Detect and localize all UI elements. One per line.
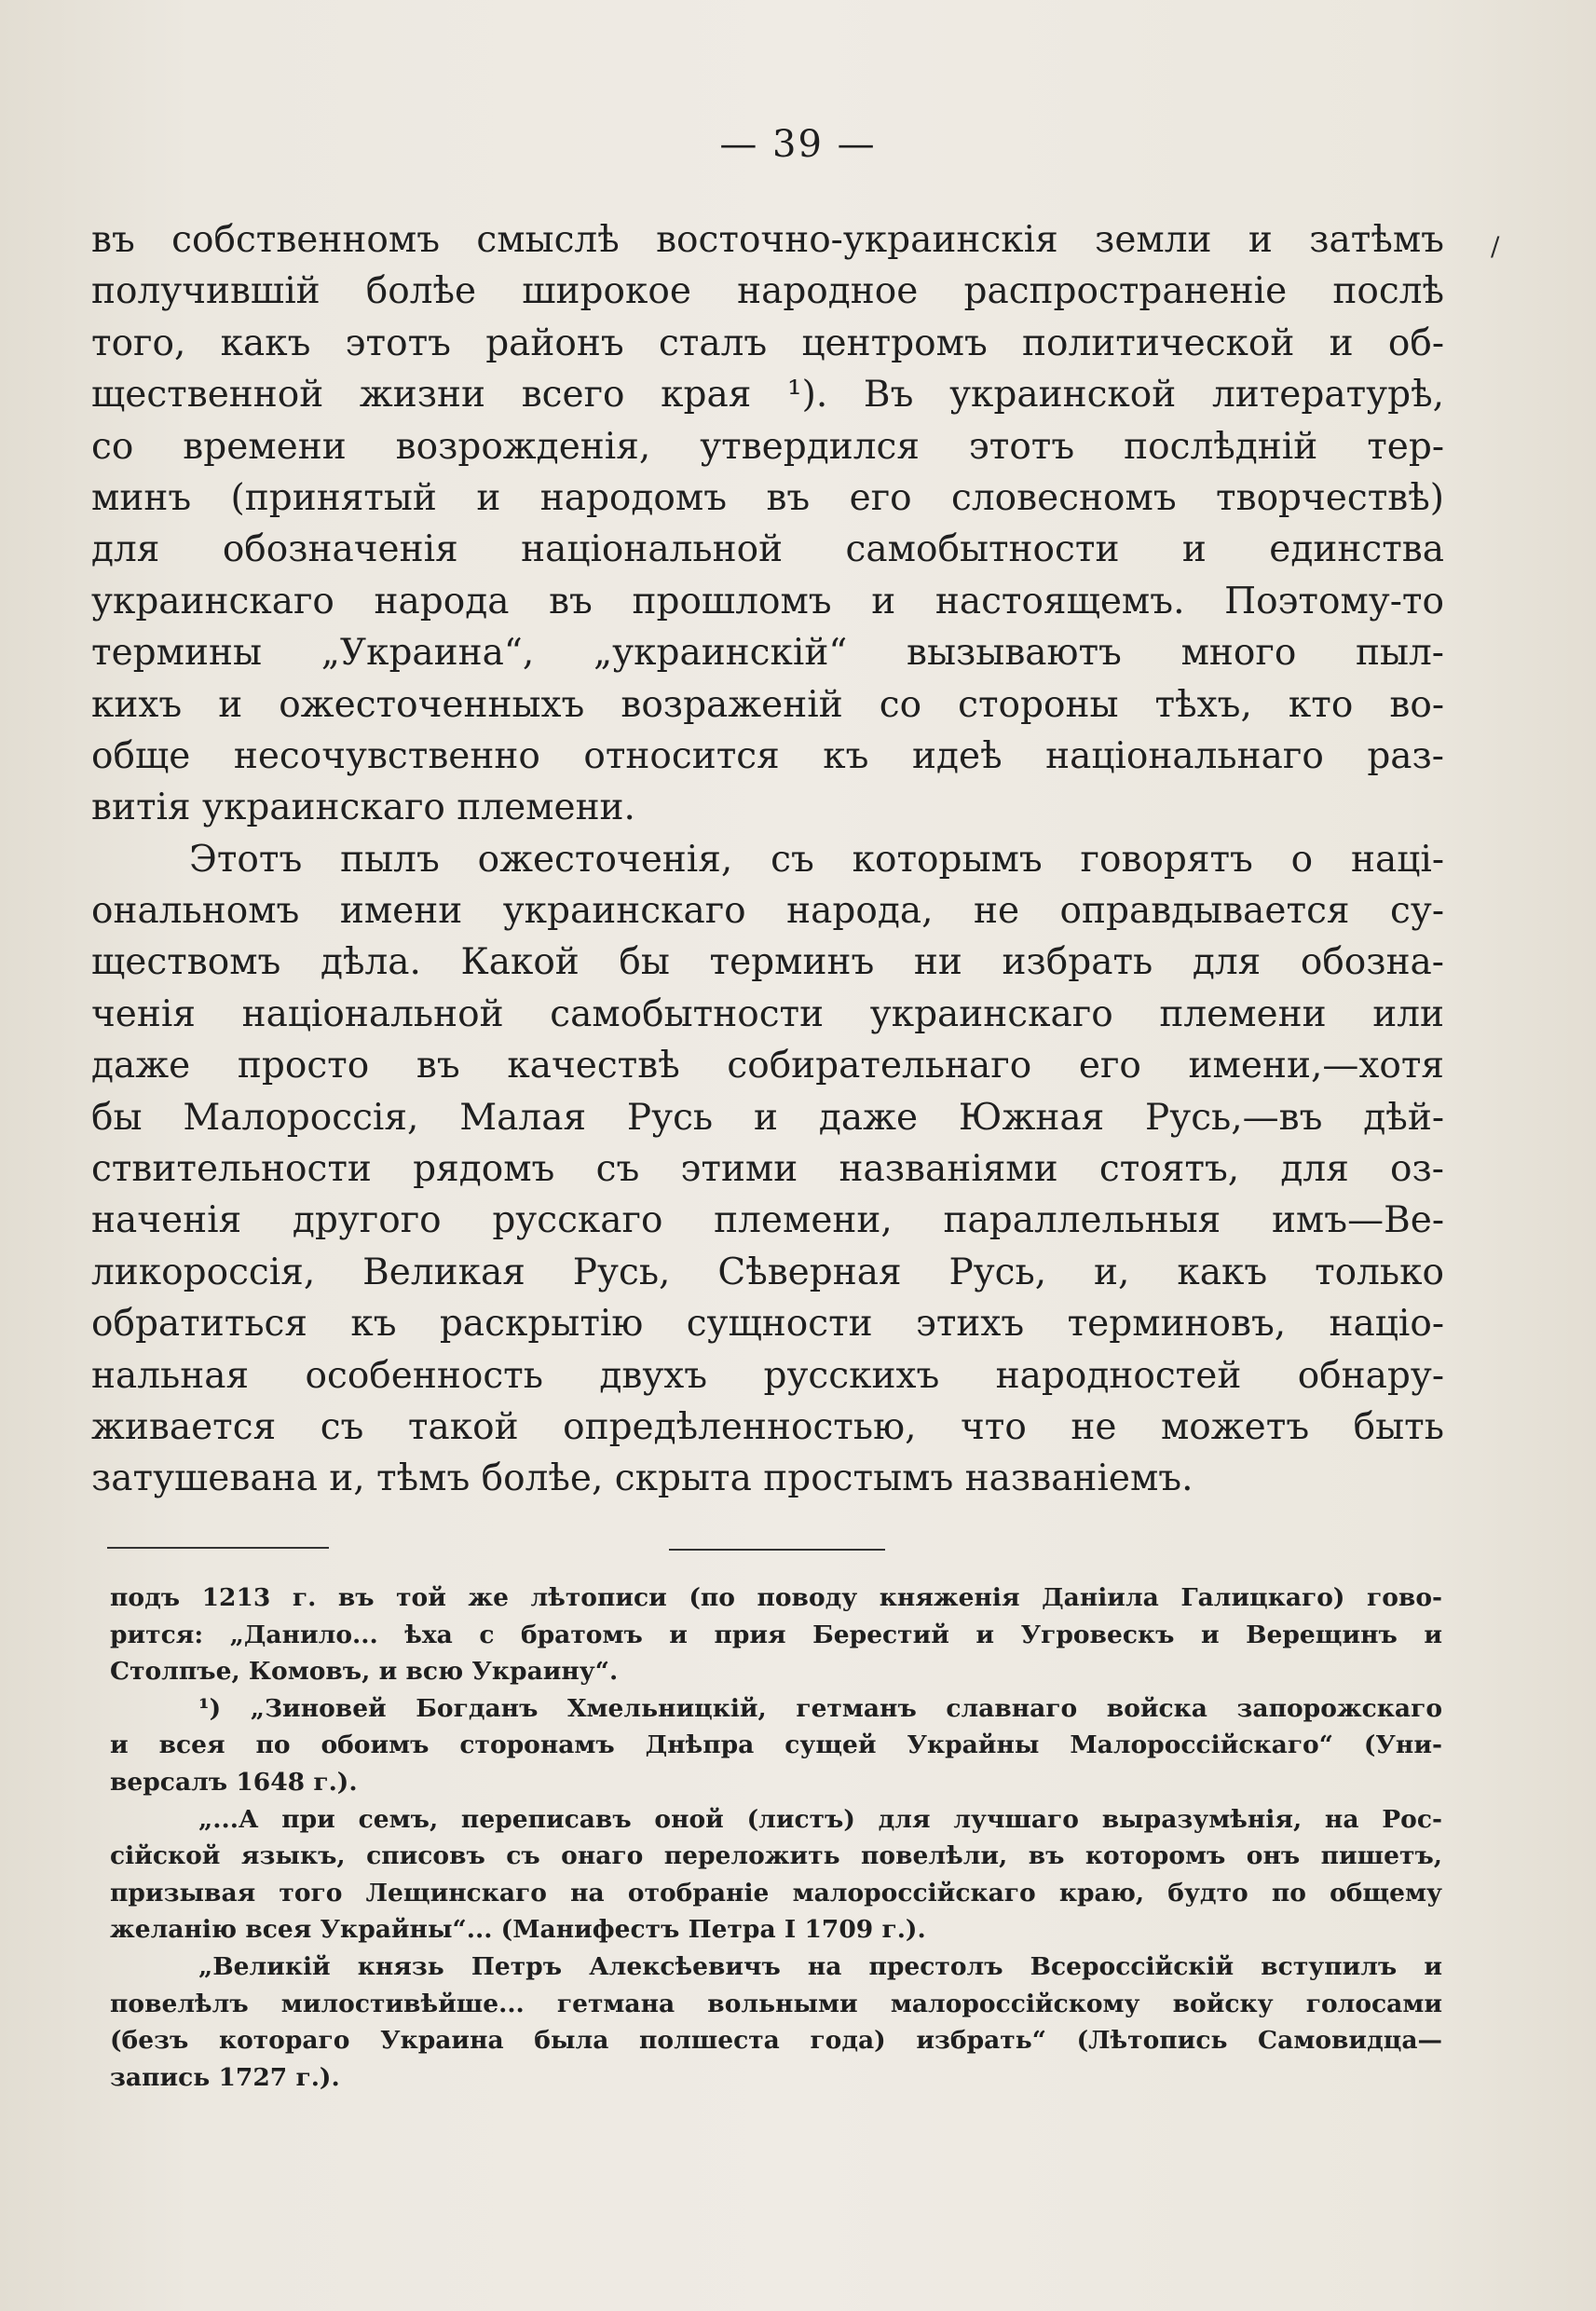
page-number: — 39 —: [719, 123, 877, 166]
footnote-rule-left: [107, 1547, 329, 1549]
body-line-23: нальная особенность двухъ русскихъ народностей обнару-: [91, 1354, 1444, 1397]
footnotes: [110, 1579, 1442, 2096]
section-rule-center: [669, 1549, 885, 1551]
body-line-10: кихъ и ожесточенныхъ возраженій со стороны тѣхъ, кто во-: [91, 683, 1444, 726]
body-line-18: бы Малороссія, Малая Русь и даже Южная Русь,—въ дѣй-: [91, 1096, 1444, 1139]
body-line-2: получившій болѣе широкое народное распространеніе послѣ: [91, 270, 1444, 313]
body-line-12: витія украинскаго племени.: [91, 786, 635, 829]
footnote-line-12: повелѣлъ милостивѣйше... гетмана вольными малороссійскому войску голосами: [110, 1989, 1442, 2018]
footnote-line-1: подъ 1213 г. въ той же лѣтописи (по поводу княженія Даніила Галицкаго) гово-: [110, 1583, 1442, 1612]
body-line-9: термины „Украина“, „украинскій“ вызываютъ много пыл-: [91, 632, 1444, 675]
body-line-20: наченія другого русскаго племени, параллельныя имъ—Ве-: [91, 1199, 1444, 1242]
footnote-line-4: ¹) „Зиновей Богданъ Хмельницкій, гетманъ славнаго войска запорожскаго: [198, 1693, 1442, 1723]
footnote-line-2: рится: „Данило... ѣха с братомъ и прия Берестий и Угровескъ и Верещинъ и: [110, 1620, 1442, 1649]
body-line-13: Этотъ пылъ ожесточенія, съ которымъ говорятъ о наці-: [189, 838, 1444, 881]
margin-mark-right: /: [1491, 231, 1500, 262]
body-line-24: живается съ такой опредѣленностью, что не можетъ быть: [91, 1405, 1444, 1448]
main-text: [91, 214, 1444, 1505]
footnote-line-11: „Великій князь Петръ Алексѣевичъ на престолъ Всероссійскій вступилъ и: [198, 1951, 1442, 1981]
body-line-17: даже просто въ качествѣ собирательнаго его имени,—хотя: [91, 1045, 1444, 1087]
body-line-11: обще несочувственно относится къ идеѣ національнаго раз-: [91, 734, 1444, 777]
footnote-line-7: „...А при семъ, переписавъ оной (листъ) для лучшаго выразумѣнія, на Рос-: [198, 1804, 1442, 1834]
body-line-5: со времени возрожденія, утвердился этотъ послѣдній тер-: [91, 425, 1444, 468]
footnote-line-13: (безъ котораго Украина была полшеста года) избрать“ (Лѣтопись Самовидца—: [110, 2026, 1442, 2056]
body-line-22: обратиться къ раскрытію сущности этихъ терминовъ, націо-: [91, 1303, 1444, 1346]
footnote-line-5: и всея по обоимъ сторонамъ Днѣпра сущей Украйны Малороссійскаго“ (Уни-: [110, 1730, 1442, 1760]
body-line-1: въ собственномъ смыслѣ восточно-украинскія земли и затѣмъ: [91, 219, 1444, 261]
body-line-7: для обозначенія національной самобытности и единства: [91, 528, 1444, 571]
footnote-line-14: запись 1727 г.).: [110, 2062, 340, 2092]
body-line-14: ональномъ имени украинскаго народа, не оправдывается су-: [91, 890, 1444, 933]
footnote-line-6: версалъ 1648 г.).: [110, 1767, 358, 1797]
body-line-21: ликороссія, Великая Русь, Сѣверная Русь, и, какъ только: [91, 1251, 1444, 1293]
footnote-line-10: желанію всея Украйны“... (Манифестъ Петра I 1709 г.).: [110, 1915, 926, 1945]
footnote-line-3: Столпъе, Комовъ, и всю Украину“.: [110, 1657, 619, 1687]
body-line-15: ществомъ дѣла. Какой бы терминъ ни избрать для обозна-: [91, 941, 1444, 984]
footnote-line-9: призывая того Лещинскаго на отобраніе малороссійскаго краю, будто по общему: [110, 1878, 1442, 1908]
body-line-6: минъ (принятый и народомъ въ его словесномъ творчествѣ): [91, 476, 1444, 519]
body-line-19: ствительности рядомъ съ этими названіями стоятъ, для оз-: [91, 1148, 1444, 1191]
body-line-8: украинскаго народа въ прошломъ и настоящемъ. Поэтому-то: [91, 580, 1444, 622]
body-line-25: затушевана и, тѣмъ болѣе, скрыта простымъ названіемъ.: [91, 1457, 1194, 1500]
body-line-3: того, какъ этотъ районъ сталъ центромъ политической и об-: [91, 321, 1444, 364]
footnote-line-8: сійской языкъ, списовъ съ онаго переложить повелѣли, въ которомъ онъ пишетъ,: [110, 1841, 1442, 1871]
body-line-4: щественной жизни всего края ¹). Въ украинской литературѣ,: [91, 374, 1444, 417]
body-line-16: ченія національной самобытности украинскаго племени или: [91, 992, 1444, 1035]
